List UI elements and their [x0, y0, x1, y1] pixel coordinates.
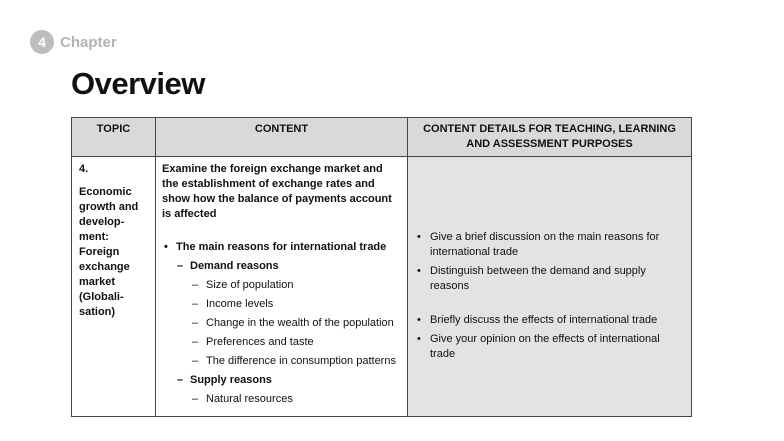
- content-cell: [156, 157, 408, 417]
- demand-item: – Size of population: [162, 278, 401, 293]
- chapter-label: Chapter: [60, 33, 117, 51]
- header-details: CONTENT DETAILS FOR TEACHING, LEARNING AND ASSESSMENT PURPOSES: [408, 118, 692, 157]
- chapter-number-badge: [30, 30, 54, 54]
- main-reason-bullet: • The main reasons for international trade: [162, 240, 401, 255]
- chapter-number: 4: [38, 34, 46, 50]
- topic-line: Foreign: [79, 246, 120, 258]
- topic-line: sation): [79, 306, 116, 318]
- demand-item: – The difference in consumption patterns: [162, 354, 401, 369]
- overview-table: [71, 117, 692, 417]
- demand-item: – Income levels: [162, 297, 401, 312]
- details-item: • Give your opinion on the effects of international trade: [414, 332, 685, 362]
- content-list: [162, 240, 401, 407]
- details-item: • Give a brief discussion on the main reasons for international trade: [414, 230, 685, 260]
- topic-number: 4.: [79, 163, 89, 175]
- chapter-marker: [30, 30, 117, 54]
- topic-line: market: [79, 276, 116, 288]
- topic-line: ment:: [79, 231, 109, 243]
- page-title: Overview: [71, 66, 205, 101]
- topic-cell: [72, 157, 156, 417]
- supply-item: – Natural resources: [162, 392, 401, 407]
- details-item: • Distinguish between the demand and supply reasons: [414, 264, 685, 294]
- topic-line: growth and: [79, 201, 139, 213]
- details-cell: [408, 157, 692, 417]
- content-intro: Examine the foreign exchange market and the establishment of exchange rates and show how the balance of payments account is affected: [162, 163, 392, 220]
- supply-heading: – Supply reasons: [162, 373, 401, 388]
- details-item: • Briefly discuss the effects of international trade: [414, 313, 685, 328]
- demand-item: – Change in the wealth of the population: [162, 316, 401, 331]
- topic-line: Economic: [79, 186, 132, 198]
- demand-heading: – Demand reasons: [162, 259, 401, 274]
- demand-item: – Preferences and taste: [162, 335, 401, 350]
- table-header-row: [72, 118, 692, 157]
- topic-line: exchange: [79, 261, 130, 273]
- table-row: [72, 157, 692, 417]
- details-list: [414, 230, 685, 362]
- topic-line: develop-: [79, 216, 125, 228]
- header-content: CONTENT: [156, 118, 408, 157]
- header-topic: TOPIC: [72, 118, 156, 157]
- topic-line: (Globali-: [79, 291, 124, 303]
